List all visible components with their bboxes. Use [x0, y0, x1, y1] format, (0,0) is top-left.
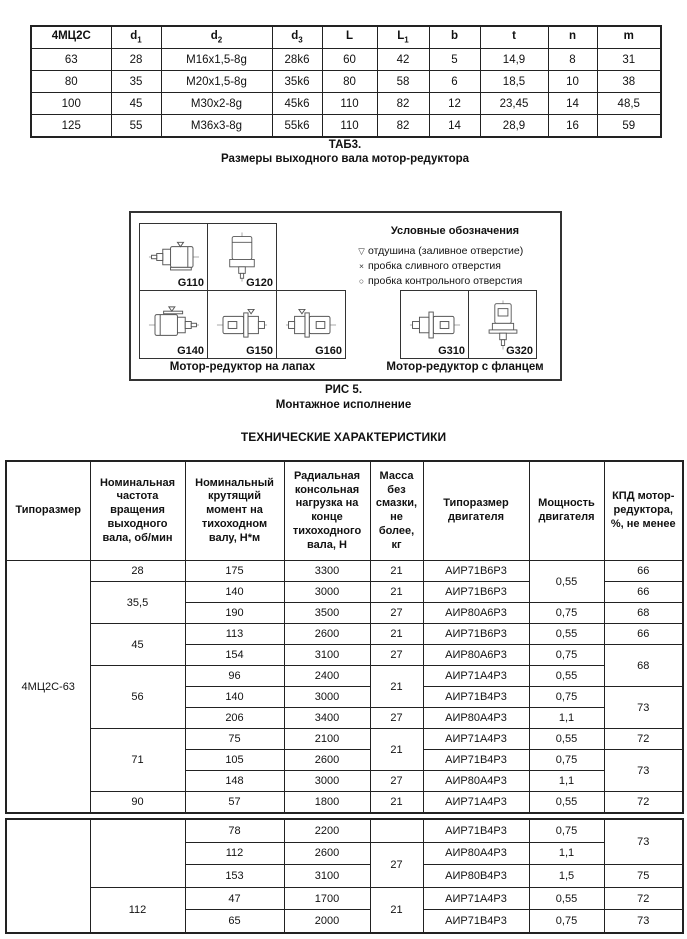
cell: АИР71А4Р3	[423, 666, 529, 687]
col-header	[597, 26, 661, 49]
cell: 16	[548, 115, 597, 138]
cell: АИР80А6Р3	[423, 603, 529, 624]
cell: 153	[185, 865, 284, 888]
cell: 1800	[284, 792, 370, 814]
main-specs-table	[5, 460, 684, 814]
cell: АИР80А4Р3	[423, 708, 529, 729]
cell: 206	[185, 708, 284, 729]
cell: 71	[90, 729, 185, 792]
cell: 27	[370, 603, 423, 624]
cell: 10	[548, 71, 597, 93]
col-header: Масса без смазки, не более, кг	[370, 461, 423, 561]
cell: 73	[604, 819, 683, 865]
header-label: m	[623, 30, 634, 43]
table-row	[6, 729, 683, 750]
cell-g310	[400, 290, 469, 359]
figure-caption: Монтажное исполнение	[275, 399, 412, 411]
cell: 21	[370, 582, 423, 603]
cell: 105	[185, 750, 284, 771]
cell: 5	[429, 49, 480, 71]
cell: 6	[429, 71, 480, 93]
col-header	[111, 26, 161, 49]
table-row	[31, 49, 661, 71]
cell: 112	[185, 842, 284, 865]
cell: 72	[604, 729, 683, 750]
cell: 48,5	[597, 93, 661, 115]
cell: 80	[322, 71, 377, 93]
header-subscript: 1	[404, 35, 409, 45]
cell: АИР80А6Р3	[423, 645, 529, 666]
cell: 2000	[284, 910, 370, 933]
cell: АИР71В4Р3	[423, 687, 529, 708]
header-label: d	[210, 30, 218, 43]
cell-g120	[207, 223, 277, 291]
cell: 55k6	[272, 115, 322, 138]
col-header: Типоразмер двигателя	[423, 461, 529, 561]
cell: 113	[185, 624, 284, 645]
cell: 0,75	[529, 750, 604, 771]
col-header	[161, 26, 272, 49]
cell: АИР71А4Р3	[423, 792, 529, 814]
cell: 21	[370, 561, 423, 582]
cell: 3000	[284, 771, 370, 792]
cell: 21	[370, 624, 423, 645]
cell: 3400	[284, 708, 370, 729]
legend-text: пробка контрольного отверстия	[368, 275, 523, 287]
cell: 175	[185, 561, 284, 582]
col-header: Типоразмер	[6, 461, 90, 561]
cell: 47	[185, 887, 284, 910]
col-header	[377, 26, 429, 49]
cell: 72	[604, 887, 683, 910]
figure-id: РИС 5.	[324, 384, 363, 396]
motor-icon-g160	[285, 306, 337, 344]
cell: 45k6	[272, 93, 322, 115]
cell: 8	[548, 49, 597, 71]
cell: 3100	[284, 865, 370, 888]
cell: 66	[604, 561, 683, 582]
table-row	[31, 71, 661, 93]
cell: 28	[111, 49, 161, 71]
cell: 2100	[284, 729, 370, 750]
table-row	[6, 666, 683, 687]
table-caption	[30, 138, 660, 166]
cell: АИР71А4Р3	[423, 729, 529, 750]
cell: АИР80А4Р3	[423, 842, 529, 865]
cell: 21	[370, 792, 423, 814]
cell-g110	[139, 223, 208, 291]
typesize-cell	[6, 819, 90, 933]
cell: АИР80В4Р3	[423, 865, 529, 888]
specs-table-continued	[5, 818, 684, 934]
cell: 12	[429, 93, 480, 115]
cell: 0,55	[529, 887, 604, 910]
header-label: b	[450, 30, 459, 43]
legend-item	[355, 244, 555, 259]
cell: 1700	[284, 887, 370, 910]
cell: 57	[185, 792, 284, 814]
cell: 60	[322, 49, 377, 71]
col-header: Мощность двигателя	[529, 461, 604, 561]
cell: АИР71В4Р3	[423, 910, 529, 933]
col-header	[480, 26, 548, 49]
table-row	[31, 115, 661, 138]
table-header-row	[31, 26, 661, 49]
cell: 35,5	[90, 582, 185, 624]
cell: 80	[31, 71, 111, 93]
cell: 27	[370, 708, 423, 729]
cell: АИР71В6Р3	[423, 561, 529, 582]
cell: 110	[322, 93, 377, 115]
cell: 73	[604, 687, 683, 729]
legend-item	[355, 274, 555, 289]
cell: 18,5	[480, 71, 548, 93]
cell: 148	[185, 771, 284, 792]
cell: 0,55	[529, 624, 604, 645]
cell: 2600	[284, 842, 370, 865]
legend-text: пробка сливного отверстия	[368, 260, 501, 272]
grid-label: G310	[438, 345, 465, 357]
header-label: d	[291, 30, 299, 43]
cell: 23,45	[480, 93, 548, 115]
motor-icon-g110	[148, 238, 200, 276]
cell: 96	[185, 666, 284, 687]
header-subscript: 3	[298, 35, 303, 45]
level-plug-symbol: ○	[358, 276, 365, 286]
cell: M16x1,5-8g	[161, 49, 272, 71]
breather-symbol: ▽	[358, 246, 365, 256]
cell: 68	[604, 603, 683, 624]
cell: 55	[111, 115, 161, 138]
cell: 45	[90, 624, 185, 666]
cell: 63	[31, 49, 111, 71]
mounting-figure	[129, 211, 562, 381]
motor-icon-g150	[216, 306, 268, 344]
header-label: L	[397, 30, 405, 43]
cell: АИР80А4Р3	[423, 771, 529, 792]
cell: 35	[111, 71, 161, 93]
header-label: t	[512, 30, 516, 43]
cell: M20x1,5-8g	[161, 71, 272, 93]
table-row	[6, 561, 683, 582]
table-row	[6, 887, 683, 910]
table-row	[6, 792, 683, 814]
table-caption-id: ТАБ3.	[328, 139, 362, 151]
cell: 140	[185, 582, 284, 603]
cell-g150	[207, 290, 277, 359]
cell: 0,55	[529, 561, 604, 603]
cell: 3000	[284, 687, 370, 708]
cell: 3500	[284, 603, 370, 624]
motor-icon-g140	[148, 306, 200, 344]
cell: АИР71В6Р3	[423, 582, 529, 603]
cell: 154	[185, 645, 284, 666]
cell: 73	[604, 750, 683, 792]
header-label: n	[568, 30, 577, 43]
cell: 21	[370, 666, 423, 708]
table-row	[31, 93, 661, 115]
cell: 14	[429, 115, 480, 138]
cell: 31	[597, 49, 661, 71]
cell: 0,75	[529, 910, 604, 933]
cell: 1,1	[529, 708, 604, 729]
col-header	[322, 26, 377, 49]
cell: 27	[370, 771, 423, 792]
col-header	[548, 26, 597, 49]
cell	[90, 819, 185, 887]
cell: 42	[377, 49, 429, 71]
cell: 3100	[284, 645, 370, 666]
cell: 59	[597, 115, 661, 138]
cell: 21	[370, 887, 423, 933]
cell: АИР71В6Р3	[423, 624, 529, 645]
grid-label: G150	[246, 345, 273, 357]
cell: АИР71В4Р3	[423, 819, 529, 842]
cell-g320	[468, 290, 537, 359]
cell: 2600	[284, 750, 370, 771]
legend-item	[355, 259, 555, 274]
table-header-row	[6, 461, 683, 561]
cell: 0,75	[529, 603, 604, 624]
cell: 66	[604, 582, 683, 603]
cell: 82	[377, 93, 429, 115]
cell: 2400	[284, 666, 370, 687]
cell: 75	[604, 865, 683, 888]
cell: 28	[90, 561, 185, 582]
header-subscript: 1	[137, 35, 142, 45]
col-header	[31, 26, 111, 49]
cell: 0,75	[529, 687, 604, 708]
flange-mount-caption: Мотор-редуктор с фланцем	[386, 361, 544, 373]
cell: 66	[604, 624, 683, 645]
cell-g140	[139, 290, 208, 359]
cell: 3000	[284, 582, 370, 603]
grid-label: G320	[506, 345, 533, 357]
cell: 2200	[284, 819, 370, 842]
grid-label: G160	[315, 345, 342, 357]
header-label: d	[130, 30, 138, 43]
legend-title: Условные обозначения	[390, 225, 520, 237]
section-title: ТЕХНИЧЕСКИЕ ХАРАКТЕРИСТИКИ	[240, 430, 447, 444]
cell: 112	[90, 887, 185, 933]
legend	[355, 225, 555, 289]
cell: 65	[185, 910, 284, 933]
cell: M30x2-8g	[161, 93, 272, 115]
cell: 73	[604, 910, 683, 933]
table-row	[6, 624, 683, 645]
grid-label: G110	[177, 277, 204, 289]
cell: 1,1	[529, 771, 604, 792]
cell: 75	[185, 729, 284, 750]
foot-mount-caption: Мотор-редуктор на лапах	[169, 361, 316, 373]
cell: 82	[377, 115, 429, 138]
col-header	[272, 26, 322, 49]
header-label: L	[345, 30, 354, 43]
cell: 72	[604, 792, 683, 814]
cell: 38	[597, 71, 661, 93]
cell: АИР71В4Р3	[423, 750, 529, 771]
cell: 190	[185, 603, 284, 624]
cell: 14,9	[480, 49, 548, 71]
cell: 125	[31, 115, 111, 138]
cell: 14	[548, 93, 597, 115]
cell	[370, 819, 423, 842]
cell: 28,9	[480, 115, 548, 138]
cell: АИР71А4Р3	[423, 887, 529, 910]
cell: 27	[370, 842, 423, 887]
cell: 58	[377, 71, 429, 93]
cell: 140	[185, 687, 284, 708]
cell: 28k6	[272, 49, 322, 71]
col-header: Радиальная консольная нагрузка на конце тихоходного вала, Н	[284, 461, 370, 561]
cell: 2600	[284, 624, 370, 645]
cell: 1,1	[529, 842, 604, 865]
cell: 35k6	[272, 71, 322, 93]
cell-g160	[276, 290, 346, 359]
cell: 45	[111, 93, 161, 115]
cell: 27	[370, 645, 423, 666]
cell: 90	[90, 792, 185, 814]
cell: 1,5	[529, 865, 604, 888]
grid-label: G140	[177, 345, 204, 357]
cell: 0,55	[529, 666, 604, 687]
cell: 3300	[284, 561, 370, 582]
table-row	[6, 819, 683, 842]
col-header: КПД мотор-редуктора, %, не менее	[604, 461, 683, 561]
header-subscript: 2	[217, 35, 223, 45]
cell: 21	[370, 729, 423, 771]
shaft-dimensions-table	[30, 25, 662, 138]
cell: 56	[90, 666, 185, 729]
col-header: Номинальная частота вращения выходного вала, об/мин	[90, 461, 185, 561]
table-caption-text: Размеры выходного вала мотор-редуктора	[220, 153, 470, 165]
cell: 0,75	[529, 645, 604, 666]
cell: 78	[185, 819, 284, 842]
drain-plug-symbol: ×	[359, 261, 364, 271]
cell: M36x3-8g	[161, 115, 272, 138]
cell: 0,75	[529, 819, 604, 842]
cell: 110	[322, 115, 377, 138]
typesize-cell: 4МЦ2С-63	[6, 561, 90, 814]
col-header: Номинальный крутящий момент на тихоходном валу, Н*м	[185, 461, 284, 561]
cell: 68	[604, 645, 683, 687]
legend-text: отдушина (заливное отверстие)	[368, 245, 524, 257]
header-label: 4МЦ2С	[51, 30, 91, 43]
motor-icon-g310	[409, 306, 461, 344]
cell: 100	[31, 93, 111, 115]
col-header	[429, 26, 480, 49]
cell: 0,55	[529, 729, 604, 750]
cell: 0,55	[529, 792, 604, 814]
grid-label: G120	[246, 277, 273, 289]
